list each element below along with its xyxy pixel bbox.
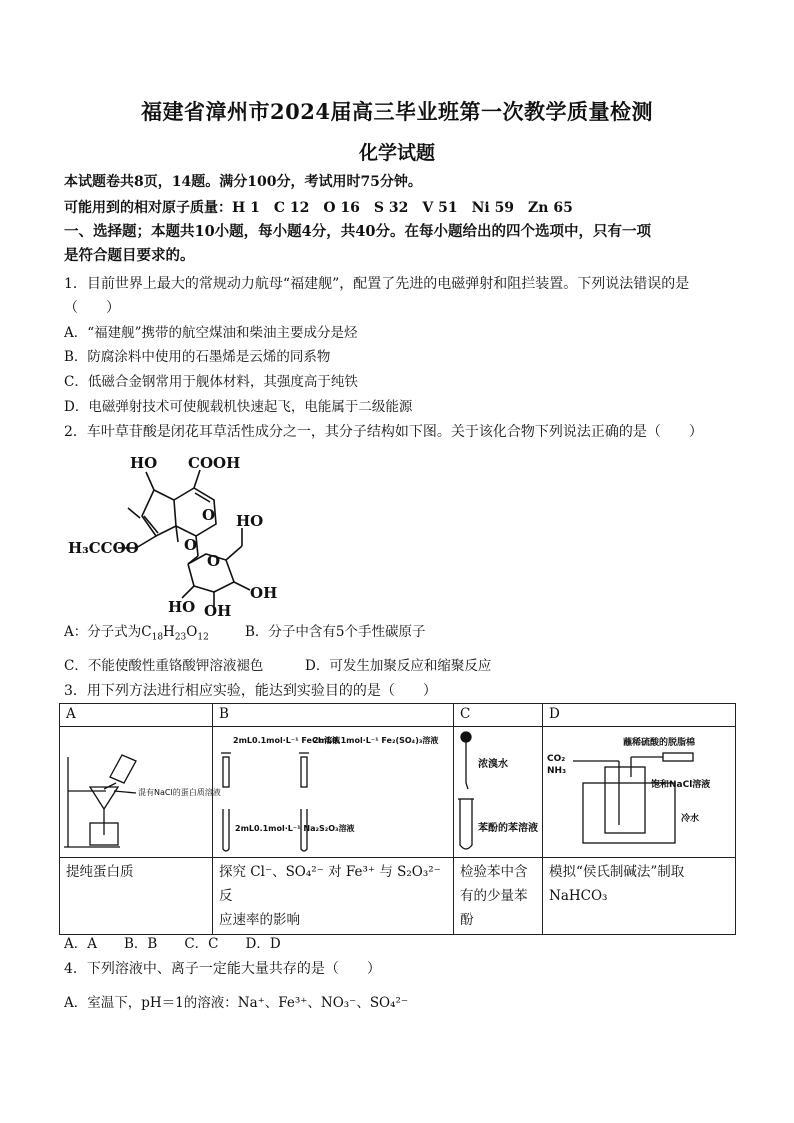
label-o-ring: O — [202, 506, 216, 524]
q3-header-b: B — [213, 704, 454, 727]
section-heading: 一、选择题；本题共10小题，每小题4分，共40分。在每小题给出的四个选项中，只有一项 — [64, 223, 651, 240]
label-co2: CO₂ — [547, 754, 566, 764]
q1-option-c: C．低磁合金钢常用于舰体材料，其强度高于纯铁 — [64, 374, 358, 390]
exam-instructions: 本试题卷共8页，14题。满分100分，考试用时75分钟。 — [64, 174, 422, 190]
q3-header-d: D — [543, 704, 736, 727]
q3-stem: 3．用下列方法进行相应实验，能达到实验目的的是（ ） — [64, 683, 437, 699]
q2-option-c: C．不能使酸性重铬酸钾溶液褪色 — [64, 658, 264, 674]
exam-subtitle: 化学试题 — [358, 142, 435, 164]
q4-option-a: A．室温下，pH＝1的溶液：Na⁺、Fe³⁺、NO₃⁻、SO₄²⁻ — [64, 995, 409, 1011]
q3-figure-b — [213, 727, 454, 858]
q4-stem: 4．下列溶液中、离子一定能大量共存的是（ ） — [64, 961, 381, 977]
q3-desc-c: 检验苯中含 有的少量苯 酚 — [454, 858, 543, 935]
label-oh-bottom: OH — [204, 602, 232, 620]
label-br-water: 浓溴水 — [478, 759, 508, 770]
q3-figure-a — [60, 727, 221, 858]
q2-option-b: B．分子中含有5个手性碳原子 — [245, 624, 426, 640]
q3-header-a: A — [60, 704, 213, 727]
atomic-masses: 可能用到的相对原子质量：H 1 C 12 O 16 S 32 V 51 Ni 59 Zn 65 — [64, 200, 573, 216]
q3-desc-a: 提纯蛋白质 — [60, 858, 213, 935]
label-ho-top: HO — [130, 454, 158, 472]
label-nh3: NH₃ — [547, 766, 567, 776]
q3-figure-d — [543, 727, 736, 858]
label-cooh: COOH — [188, 454, 241, 472]
q1-option-d: D．电磁弹射技术可使舰载机快速起飞，电能属于二级能源 — [64, 399, 413, 415]
label-phenol: 苯酚的苯溶液 — [478, 823, 538, 834]
label-oh-right: OH — [250, 584, 278, 602]
q3-options: A．A B．B C．C D．D — [64, 936, 281, 952]
label-ho-bottom: HO — [168, 598, 196, 616]
label-o-sugar: O — [207, 552, 221, 570]
label-fe2so4: 2mL0.1mol·L⁻¹ Fe₂(SO₄)₃溶液 — [313, 736, 439, 745]
q3-desc-b: 探究 Cl⁻、SO₄²⁻ 对 Fe³⁺ 与 S₂O₃²⁻ 反 应速率的影响 — [213, 858, 454, 935]
exam-title: 福建省漳州市2024届高三毕业班第一次教学质量检测 — [141, 99, 653, 124]
molecular-structure — [64, 448, 314, 618]
q1-stem-bracket: （ ） — [64, 300, 120, 316]
label-acid-cotton: 蘸稀硫酸的脱脂棉 — [623, 738, 696, 748]
section-heading-cont: 是符合题目要求的。 — [64, 247, 195, 264]
q1-stem: 1．目前世界上最大的常规动力航母“福建舰”，配置了先进的电磁弹射和阻拦装置。下列说法错误的是 — [64, 276, 690, 292]
q3-figure-c — [454, 727, 543, 858]
q3-table — [59, 703, 736, 935]
label-cold-water: 冷水 — [681, 814, 700, 824]
label-ester: H₃CCOO — [68, 539, 139, 557]
label-nacl-sat: 饱和NaCl溶液 — [651, 780, 711, 790]
label-fecl3: 2mL0.1mol·L⁻¹ FeCl₃溶液 — [233, 736, 341, 745]
q2-stem: 2．车叶草苷酸是闭花耳草活性成分之一，其分子结构如下图。关于该化合物下列说法正确的是（ ） — [64, 424, 703, 440]
label-na2s2o3: 2mL0.1mol·L⁻¹ Na₂S₂O₃溶液 — [235, 824, 355, 833]
label-o-glyco: O — [184, 536, 198, 554]
q1-option-b: B．防腐涂料中使用的石墨烯是云烯的同系物 — [64, 349, 331, 365]
q3-desc-d: 模拟“侯氏制碱法”制取 NaHCO₃ — [543, 858, 736, 935]
q1-option-a: A．“福建舰”携带的航空煤油和柴油主要成分是烃 — [64, 325, 358, 341]
q2-option-a: A：分子式为$C_{18}H_{23}O_{12}$ — [64, 624, 209, 643]
label-ho-right: HO — [236, 512, 264, 530]
label-nacl-protein: 混有NaCl的蛋白质溶液 — [138, 788, 221, 797]
q3-header-c: C — [454, 704, 543, 727]
q2-option-d: D．可发生加聚反应和缩聚反应 — [305, 658, 492, 674]
